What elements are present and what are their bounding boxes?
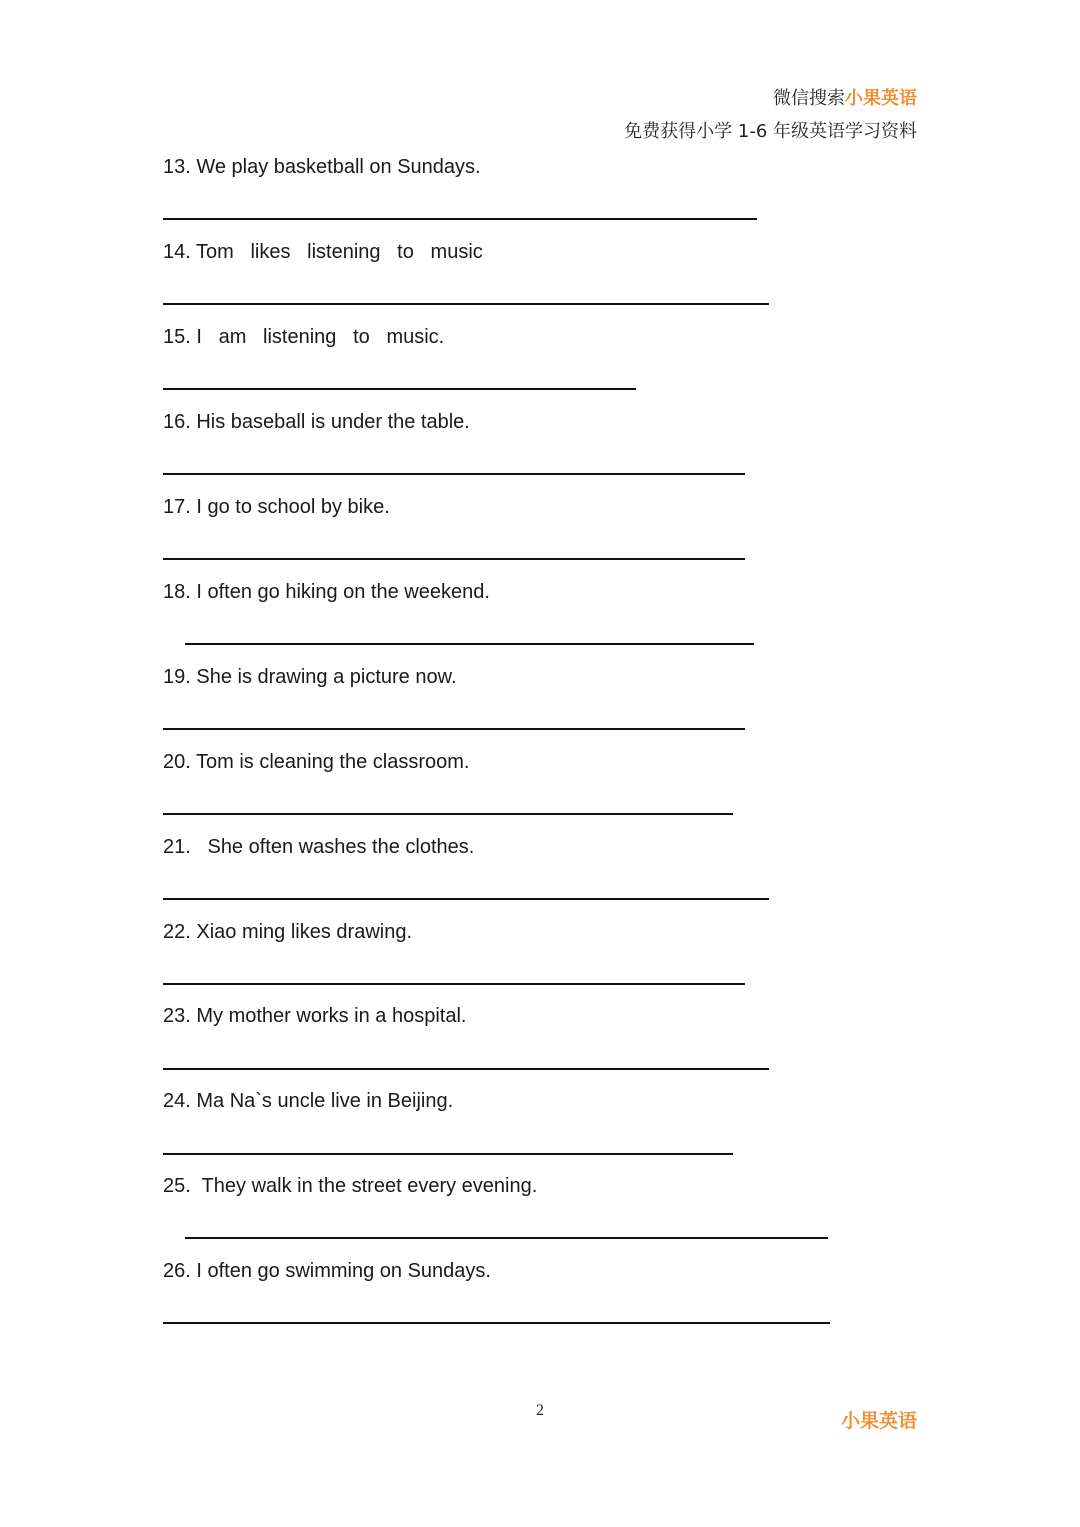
question-17: 17. I go to school by bike. — [163, 496, 390, 518]
answer-line-15[interactable] — [163, 388, 636, 390]
answer-line-23[interactable] — [163, 1068, 769, 1070]
answer-line-16[interactable] — [163, 473, 745, 475]
question-21: 21. She often washes the clothes. — [163, 836, 475, 858]
question-24: 24. Ma Na`s uncle live in Beijing. — [163, 1090, 454, 1112]
answer-line-13[interactable] — [163, 218, 757, 220]
answer-line-19[interactable] — [163, 728, 745, 730]
answer-line-21[interactable] — [163, 898, 769, 900]
answer-line-24[interactable] — [163, 1153, 733, 1155]
header-brand: 小果英语 — [845, 88, 917, 109]
question-20: 20. Tom is cleaning the classroom. — [163, 751, 470, 773]
footer-brand: 小果英语 — [840, 1410, 917, 1432]
answer-line-18[interactable] — [185, 643, 754, 645]
question-26: 26. I often go swimming on Sundays. — [163, 1260, 491, 1282]
header-tagline: 免费获得小学 1-6 年级英语学习资料 — [624, 121, 917, 142]
answer-line-22[interactable] — [163, 983, 745, 985]
page-number: 2 — [536, 1402, 544, 1419]
answer-line-14[interactable] — [163, 303, 769, 305]
question-25: 25. They walk in the street every evening. — [163, 1175, 538, 1197]
question-19: 19. She is drawing a picture now. — [163, 666, 457, 688]
header-search-line — [773, 84, 917, 110]
question-15: 15. I am listening to music. — [163, 326, 445, 348]
answer-line-25[interactable] — [185, 1237, 828, 1239]
answer-line-20[interactable] — [163, 813, 733, 815]
question-14: 14. Tom likes listening to music — [163, 241, 483, 263]
header-search-prefix: 微信搜索 — [773, 88, 845, 109]
question-22: 22. Xiao ming likes drawing. — [163, 921, 413, 943]
answer-line-26[interactable] — [163, 1322, 830, 1324]
question-16: 16. His baseball is under the table. — [163, 411, 470, 433]
answer-line-17[interactable] — [163, 558, 745, 560]
question-23: 23. My mother works in a hospital. — [163, 1005, 467, 1027]
question-13: 13. We play basketball on Sundays. — [163, 156, 481, 178]
question-18: 18. I often go hiking on the weekend. — [163, 581, 490, 603]
